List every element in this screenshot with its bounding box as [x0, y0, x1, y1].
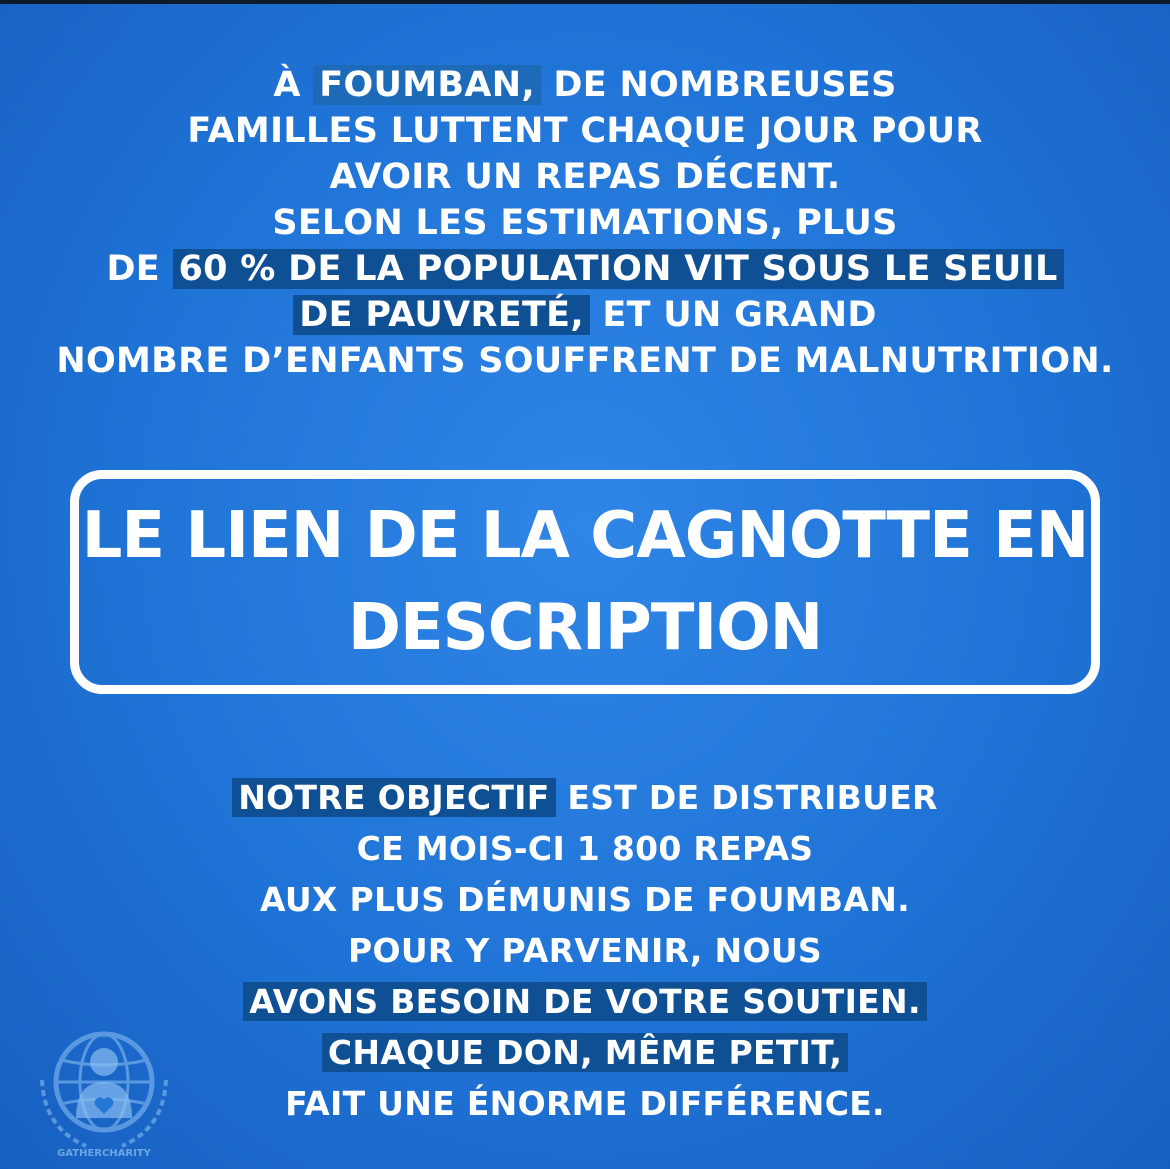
- highlight-don: CHAQUE DON, MÊME PETIT,: [322, 1033, 848, 1072]
- cta-line-2: DESCRIPTION: [347, 591, 823, 665]
- goal-line: NOTRE OBJECTIF EST DE DISTRIBUER: [0, 772, 1170, 823]
- intro-line: FAMILLES LUTTENT CHAQUE JOUR POUR: [187, 111, 983, 151]
- intro-line: SELON LES ESTIMATIONS, PLUS: [272, 203, 898, 243]
- intro-line: AVOIR UN REPAS DÉCENT.: [329, 157, 841, 197]
- highlight-foumban: FOUMBAN,: [313, 65, 541, 105]
- top-edge: [0, 0, 1170, 4]
- cta-line-1: LE LIEN DE LA CAGNOTTE EN: [81, 499, 1089, 573]
- logo-text: GATHERCHARITY: [57, 1148, 151, 1159]
- gathercharity-logo-icon: [24, 1010, 184, 1160]
- goal-line: FAIT UNE ÉNORME DIFFÉRENCE.: [285, 1084, 885, 1123]
- highlight-objectif: NOTRE OBJECTIF: [232, 778, 555, 817]
- highlight-pauvrete: DE PAUVRETÉ,: [293, 295, 590, 335]
- intro-line: NOMBRE D’ENFANTS SOUFFRENT DE MALNUTRITION.: [56, 341, 1114, 381]
- highlight-population: 60 % DE LA POPULATION VIT SOUS LE SEUIL: [173, 249, 1064, 289]
- intro-text: [0, 62, 1170, 384]
- goal-line: AUX PLUS DÉMUNIS DE FOUMBAN.: [260, 880, 910, 919]
- highlight-soutien: AVONS BESOIN DE VOTRE SOUTIEN.: [243, 982, 927, 1021]
- goal-line: CE MOIS-CI 1 800 REPAS: [356, 829, 814, 868]
- fundraiser-link-box: [70, 470, 1100, 694]
- intro-line: À FOUMBAN, DE NOMBREUSES: [273, 65, 897, 105]
- intro-line: DE 60 % DE LA POPULATION VIT SOUS LE SEUIL: [0, 246, 1170, 292]
- intro-line: DE PAUVRETÉ, ET UN GRAND: [0, 292, 1170, 338]
- goal-line: POUR Y PARVENIR, NOUS: [348, 931, 822, 970]
